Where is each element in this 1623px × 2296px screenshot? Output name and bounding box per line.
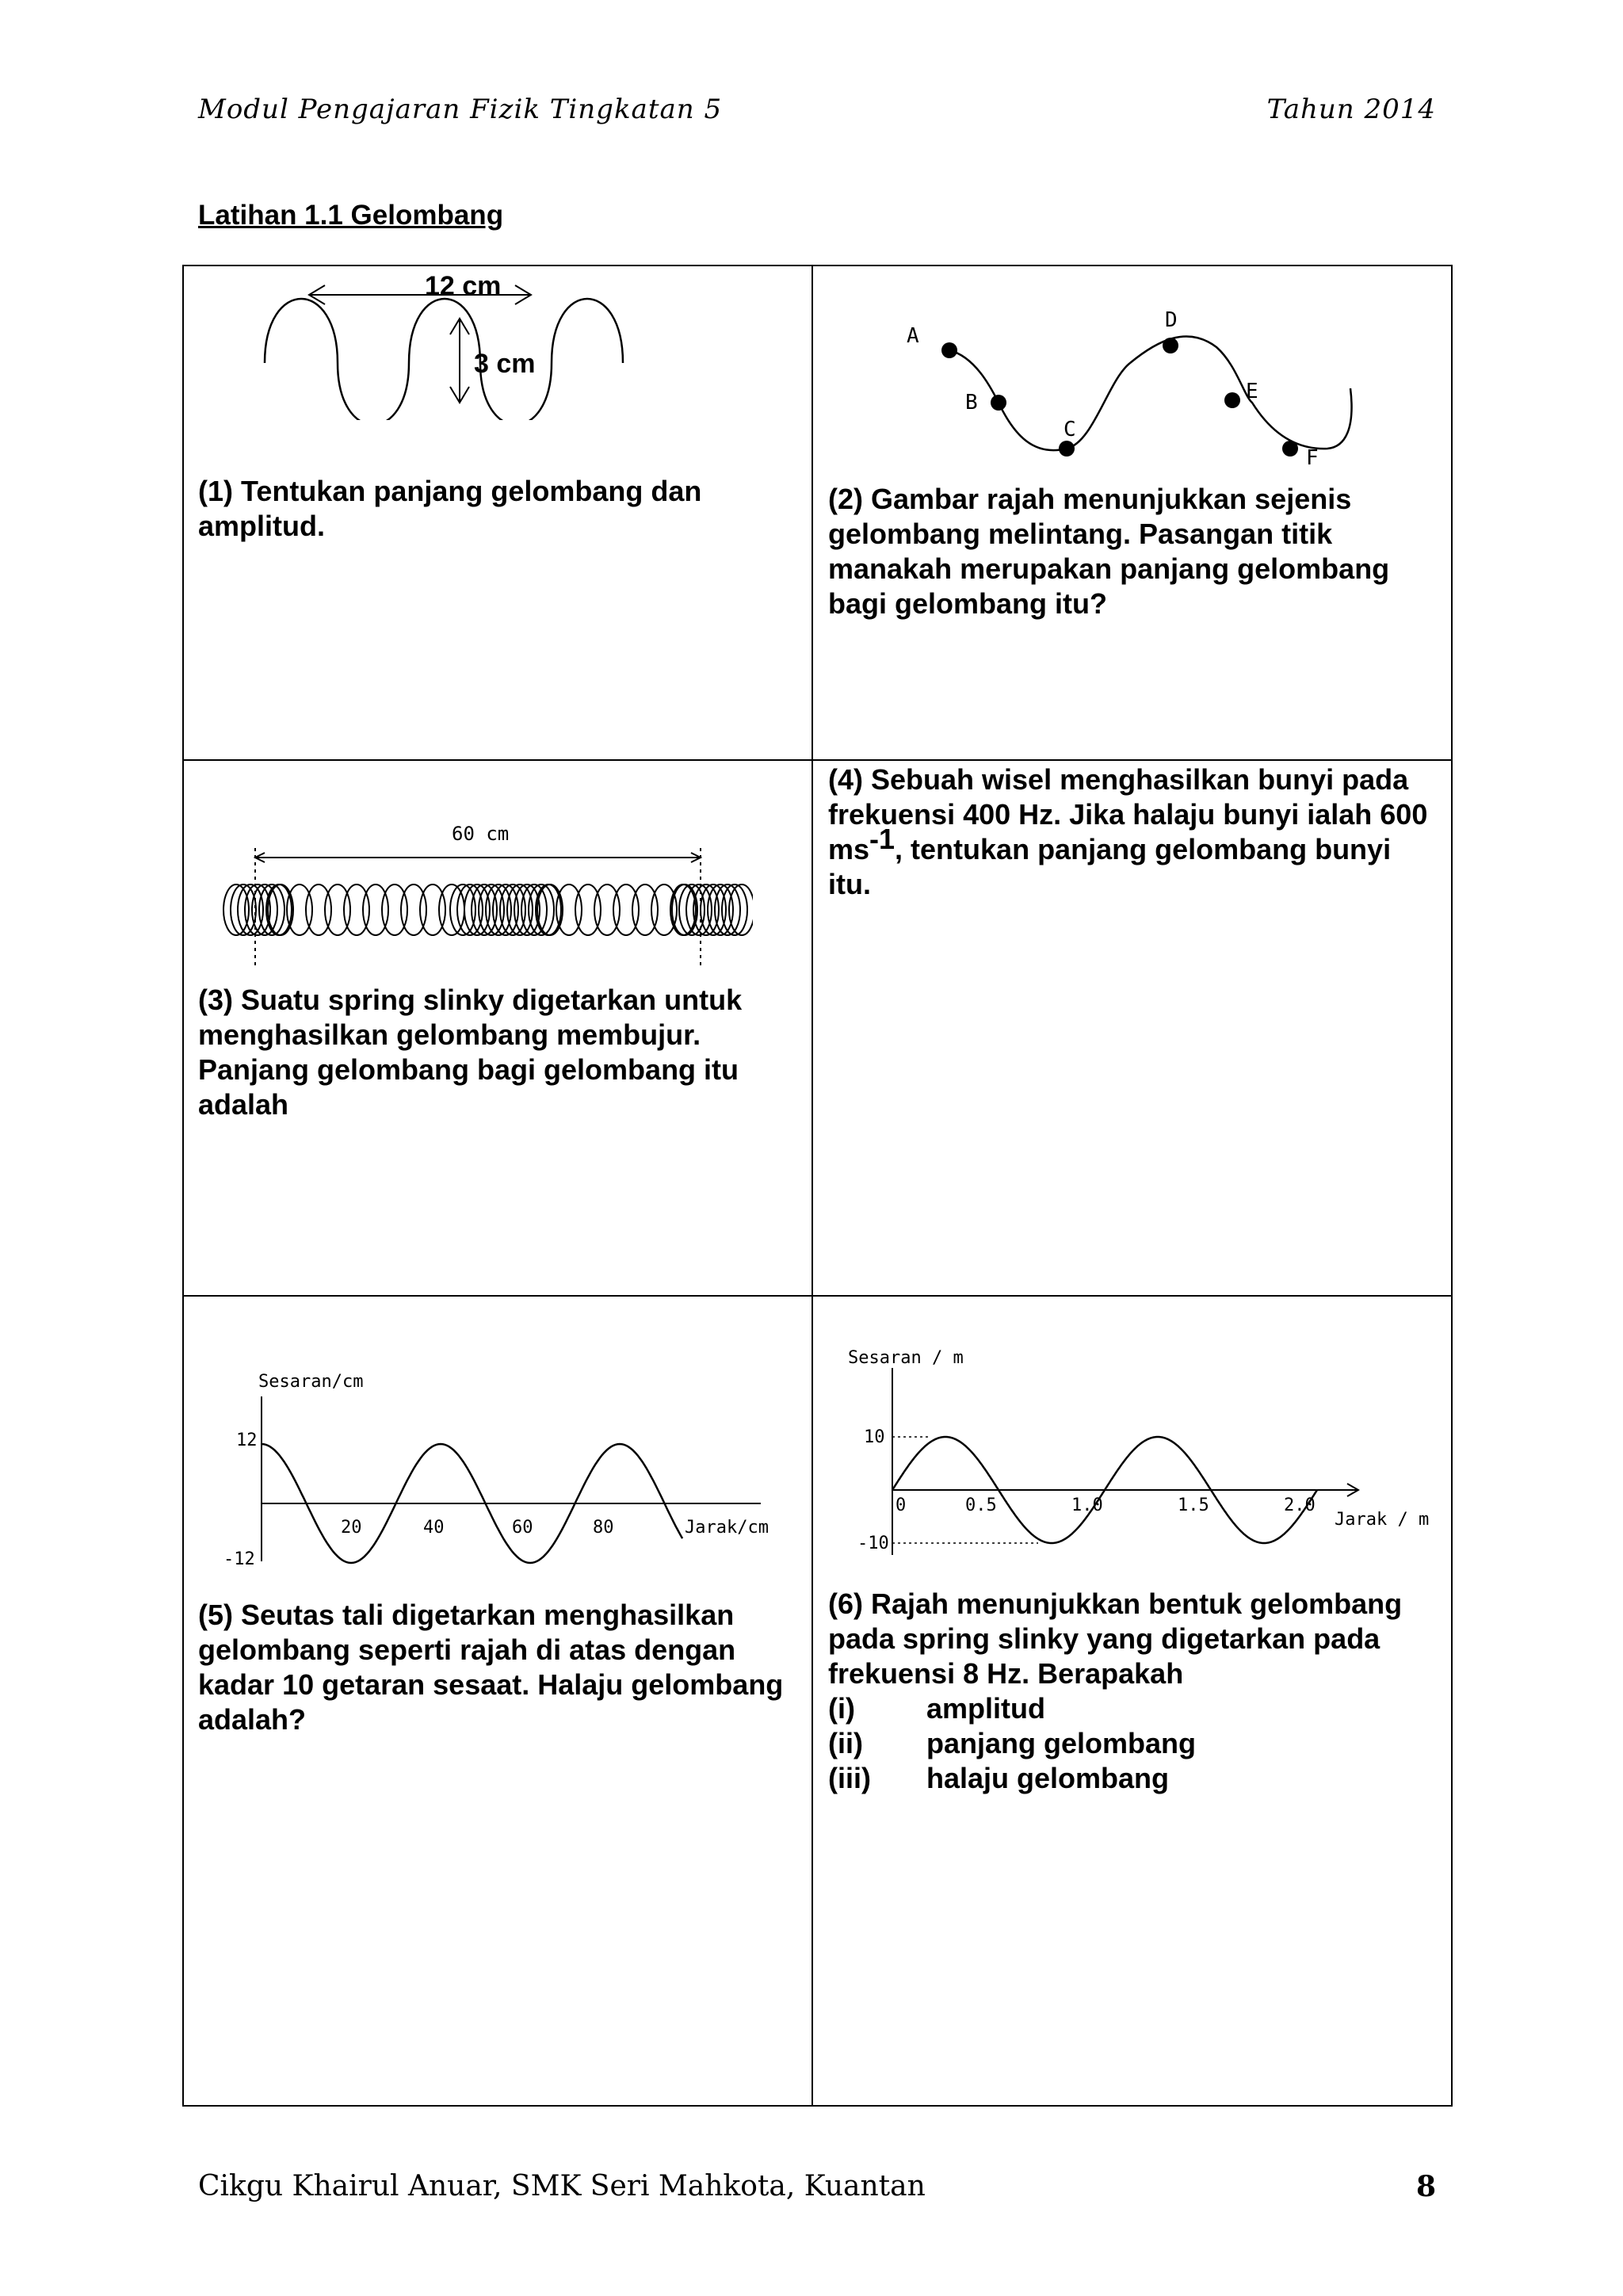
q4-superscript: -1 <box>869 823 896 855</box>
q5-xtick-60: 60 <box>512 1518 533 1538</box>
q1-height-label: 3 cm <box>474 349 536 379</box>
q2-label-f: F <box>1306 446 1319 470</box>
q6-part-ii-num: (ii) <box>828 1727 863 1759</box>
q2-wave <box>949 337 1352 451</box>
q6-text <box>828 1587 1446 1796</box>
q6-ytick-bottom: -10 <box>857 1534 889 1553</box>
table-divider-row2 <box>182 1295 1453 1297</box>
table-divider-vertical <box>812 265 813 2107</box>
q1-wave <box>265 299 623 420</box>
q6-part-iii <box>828 1761 1446 1796</box>
q6-ylabel: Sesaran / m <box>848 1348 964 1368</box>
q2-wave-figure <box>896 301 1371 476</box>
q6-part-iii-num: (iii) <box>828 1762 871 1794</box>
q6-part-i <box>828 1691 1446 1726</box>
q2-point-b <box>991 395 1006 411</box>
table-divider-row1 <box>182 759 1453 761</box>
q2-label-b: B <box>965 391 978 415</box>
q6-ytick-top: 10 <box>864 1427 885 1447</box>
q6-xtick-05: 0.5 <box>965 1496 997 1515</box>
q6-graph <box>840 1339 1442 1577</box>
q2-text: (2) Gambar rajah menunjukkan sejenis gelombang melintang. Pasangan titik manakah merupakan panjang gelombang bagi gelombang itu? <box>828 483 1390 620</box>
q6-xtick-10: 1.0 <box>1071 1496 1103 1515</box>
q3-length-label: 60 cm <box>452 823 510 845</box>
q2-label-c: C <box>1064 418 1076 441</box>
q2-label-d: D <box>1165 308 1178 332</box>
q6-part-i-num: (i) <box>828 1692 855 1725</box>
q6-question: (6) Rajah menunjukkan bentuk gelombang pada spring slinky yang digetarkan pada frekuensi 8 Hz. Berapakah <box>828 1587 1403 1690</box>
q5-xtick-80: 80 <box>593 1518 614 1538</box>
q4-text-before: (4) Sebuah wisel menghasilkan bunyi pada frekuensi 400 Hz. Jika halaju bunyi ialah 600 ms <box>828 763 1428 865</box>
q2-point-a <box>941 342 957 358</box>
page-title: Latihan 1.1 Gelombang <box>198 200 504 231</box>
q5-ylabel: Sesaran/cm <box>258 1372 364 1392</box>
q6-part-ii-label: panjang gelombang <box>926 1727 1197 1759</box>
header-module-title: Modul Pengajaran Fizik Tingkatan 5 <box>198 94 723 125</box>
q5-ytick-top: 12 <box>236 1431 258 1450</box>
q5-xtick-40: 40 <box>423 1518 445 1538</box>
q2-point-d <box>1163 338 1178 353</box>
q6-part-iii-label: halaju gelombang <box>926 1762 1170 1794</box>
q6-xtick-0: 0 <box>896 1496 907 1515</box>
q5-graph <box>206 1363 777 1577</box>
q3-slinky-coils <box>223 884 753 935</box>
q6-xtick-20: 2.0 <box>1284 1496 1316 1515</box>
q2-label-a: A <box>907 324 919 348</box>
q5-xtick-20: 20 <box>341 1518 362 1538</box>
header-year: Tahun 2014 <box>1266 94 1436 125</box>
q4-text-after: , tentukan panjang gelombang bunyi itu. <box>828 833 1392 900</box>
page-number: 8 <box>1415 2170 1436 2203</box>
q2-point-e <box>1224 392 1240 408</box>
q1-text: (1) Tentukan panjang gelombang dan amplitud. <box>198 475 702 542</box>
q6-part-ii <box>828 1726 1446 1761</box>
q2-point-c <box>1059 441 1075 457</box>
q5-xlabel: Jarak/cm <box>685 1518 769 1538</box>
q3-slinky-figure <box>214 816 753 975</box>
q2-point-f <box>1282 441 1298 457</box>
q6-xlabel: Jarak / m <box>1335 1510 1430 1530</box>
q5-ytick-bottom: -12 <box>223 1549 255 1569</box>
q6-part-i-label: amplitud <box>926 1692 1045 1725</box>
footer-author: Cikgu Khairul Anuar, SMK Seri Mahkota, Kuantan <box>198 2170 926 2202</box>
q4-text <box>828 762 1438 902</box>
q5-text: (5) Seutas tali digetarkan menghasilkan gelombang seperti rajah di atas dengan kadar 10 getaran sesaat. Halaju gelombang adalah? <box>198 1599 784 1736</box>
q2-label-e: E <box>1246 380 1258 403</box>
q1-wave-figure <box>254 269 666 420</box>
q1-width-label: 12 cm <box>425 271 502 301</box>
q3-text: (3) Suatu spring slinky digetarkan untuk menghasilkan gelombang membujur. Panjang gelombang bagi gelombang itu adalah <box>198 984 743 1121</box>
q6-xtick-15: 1.5 <box>1178 1496 1209 1515</box>
